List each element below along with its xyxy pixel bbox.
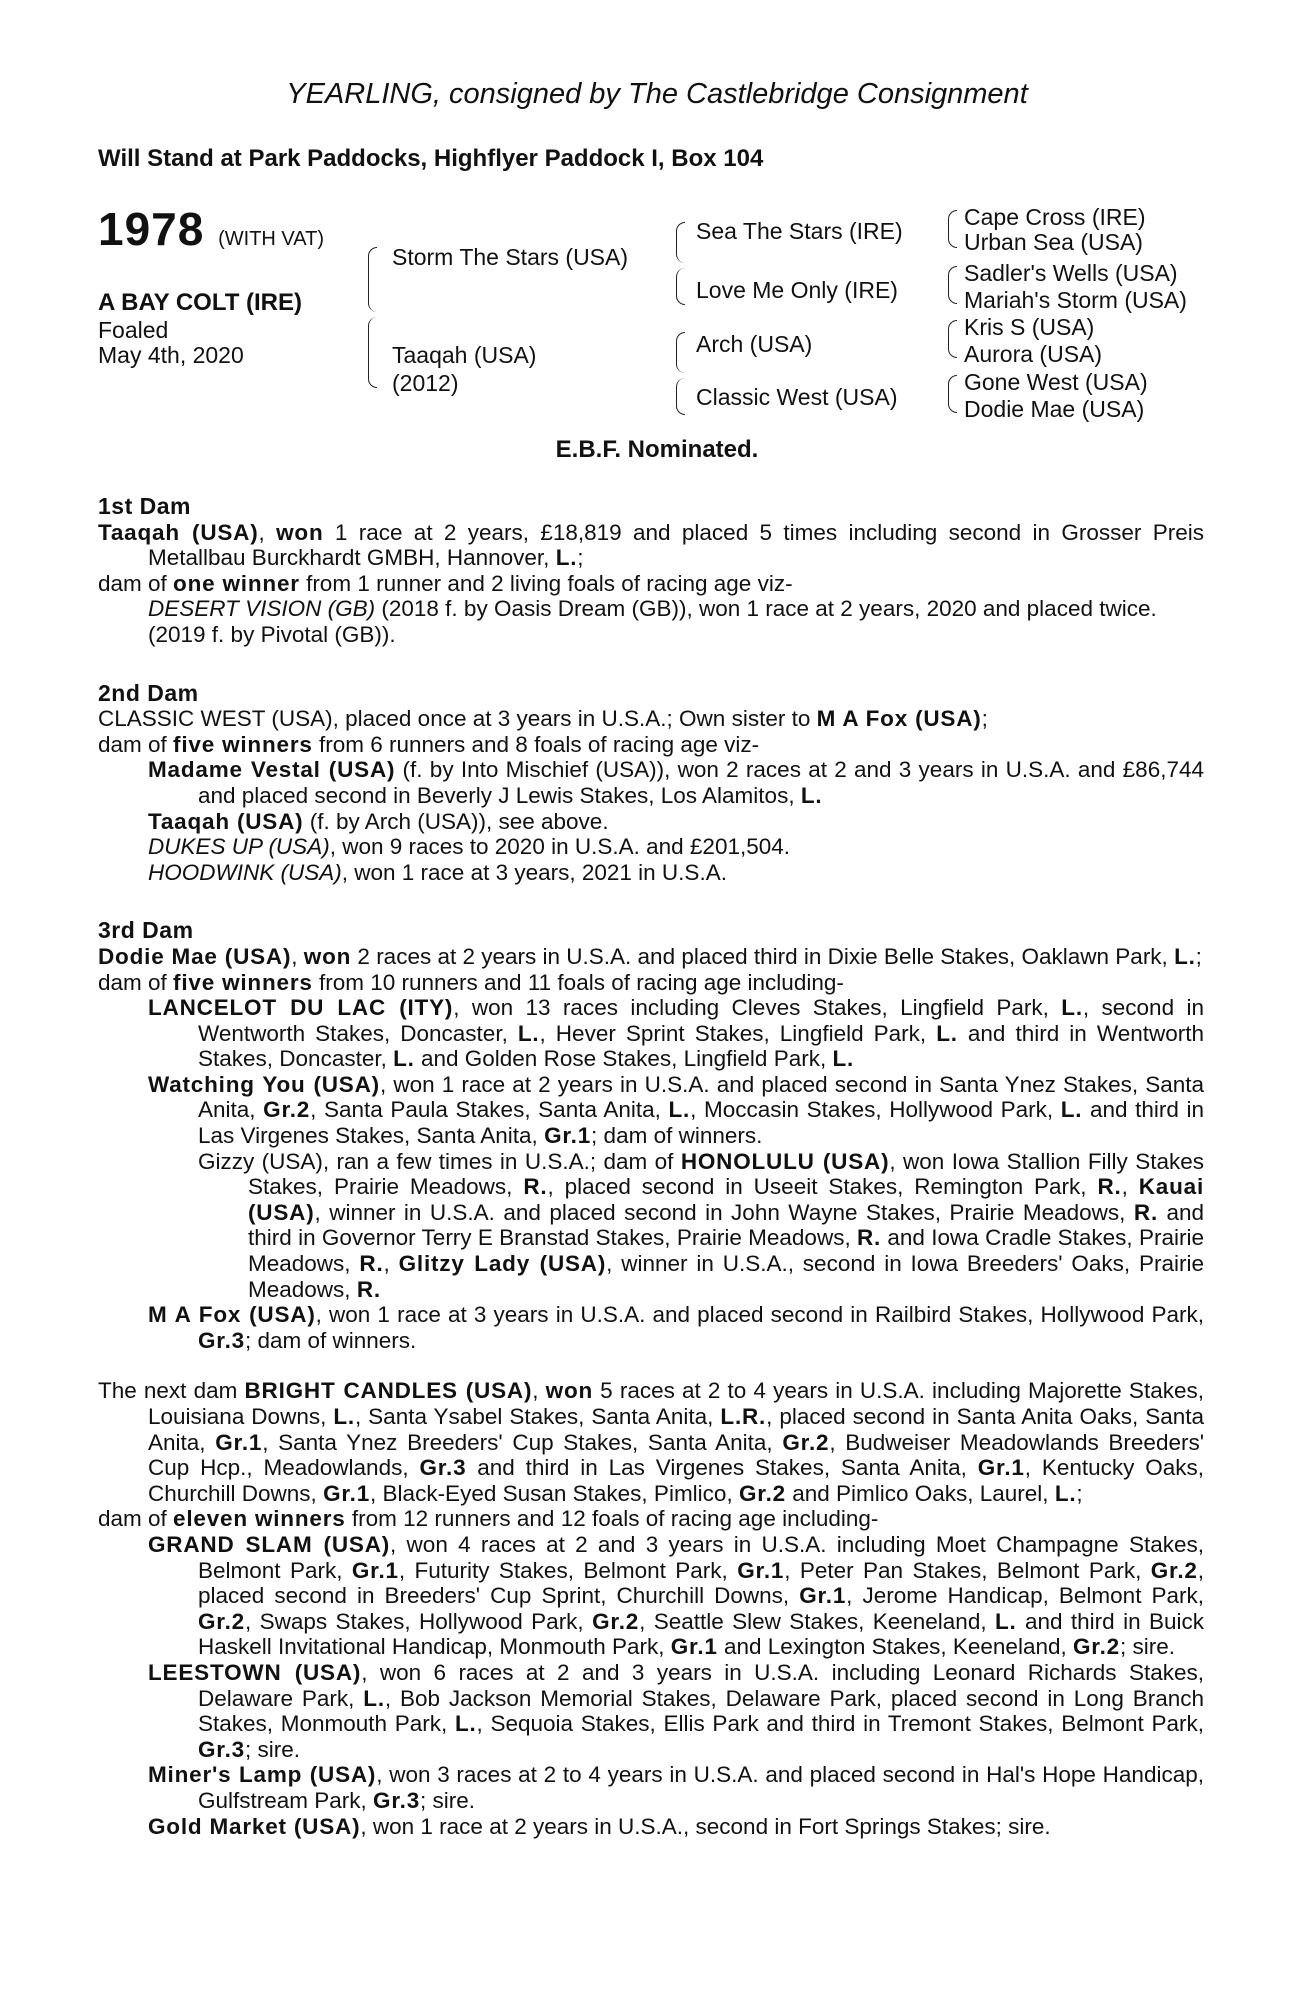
dss: Kris S (USA) — [964, 314, 1095, 340]
brace-ss-pair — [948, 210, 957, 248]
bold-run: R. — [356, 1276, 381, 1302]
bold-run: Gr.1 — [544, 1123, 592, 1149]
brace-sd — [676, 268, 685, 305]
bold-run: Gr.1 — [670, 1634, 718, 1660]
text-run: dam of — [98, 969, 174, 995]
bold-run: won — [303, 943, 352, 969]
text-run: dam of — [98, 1506, 174, 1532]
foaled-label: Foaled — [98, 317, 169, 343]
text-run: , — [258, 519, 277, 545]
bold-run: L. — [1054, 1480, 1077, 1506]
lot-number — [98, 204, 324, 264]
bold-run: L. — [1060, 1097, 1083, 1123]
text-run: , second in Wentworth Stakes, Doncaster, — [198, 995, 1204, 1046]
text-run: (f. by Into Mischief (USA)), won 2 races at 2 and 3 years in U.S.A. and £86,744 and placed second in Beverly J Lewis Stakes, Los Alamitos, — [198, 757, 1204, 808]
bold-run: Gr.1 — [215, 1429, 263, 1455]
text-run: dam of — [98, 731, 174, 757]
bold-run: Gr.3 — [373, 1787, 421, 1813]
text-run: , Kentucky Oaks, Churchill Downs, — [148, 1455, 1204, 1506]
text-run: and third in Buick Haskell Invitational Handicap, Monmouth Park, — [198, 1608, 1204, 1660]
text-run: , Swaps Stakes, Hollywood Park, — [244, 1608, 593, 1634]
text-run: ; dam of winners. — [591, 1123, 763, 1149]
bold-run: eleven winners — [173, 1506, 346, 1532]
bold-run: R. — [1133, 1199, 1158, 1225]
text-run: , Jerome Handicap, Belmont Park, — [846, 1583, 1205, 1609]
bold-run: L.R. — [720, 1404, 767, 1429]
pedigree-paragraph — [148, 622, 1204, 648]
section-heading: 2nd Dam — [98, 679, 199, 706]
foaled-date: May 4th, 2020 — [98, 342, 244, 368]
page-heading: YEARLING, consigned by The Castlebridge Consignment — [286, 78, 1028, 110]
pedigree-paragraph — [148, 995, 1204, 1072]
pedigree-paragraph — [98, 970, 1204, 996]
text-run: and third in Governor Terry E Branstad Stakes, Prairie Meadows, — [248, 1199, 1204, 1251]
bold-run: L. — [1174, 943, 1196, 969]
bold-run: L. — [454, 1711, 477, 1737]
bold-run: Gr.1 — [351, 1557, 399, 1583]
bold-run: Miner's Lamp (USA) — [148, 1762, 377, 1788]
text-run: , Santa Ynez Breeders' Cup Stakes, Santa Anita, — [262, 1429, 783, 1455]
ssd: Urban Sea (USA) — [964, 229, 1143, 255]
section-gap — [98, 885, 1204, 910]
pedigree-paragraph — [148, 1149, 1204, 1303]
bold-run: Gr.3 — [419, 1455, 467, 1481]
brace-dam — [368, 317, 377, 388]
text-run: , Santa Ysabel Stakes, Santa Anita, — [354, 1404, 721, 1429]
text-run: and Iowa Cradle Stakes, Prairie Meadows, — [248, 1225, 1204, 1277]
stand-location: Will Stand at Park Paddocks, Highflyer Paddock I, Box 104 — [98, 145, 764, 172]
sss: Cape Cross (IRE) — [964, 204, 1146, 230]
text-run: from 10 runners and 11 foals of racing age including- — [312, 969, 844, 995]
brace-dd — [676, 378, 685, 415]
dam-line-body — [98, 486, 1204, 1839]
bold-run: LANCELOT DU LAC (ITY) — [148, 995, 454, 1021]
bold-run: five winners — [173, 731, 313, 757]
bold-run: Gr.1 — [977, 1455, 1025, 1481]
bold-run: Gr.2 — [1072, 1634, 1120, 1660]
dam-year: (2012) — [392, 370, 459, 396]
bold-run: L. — [517, 1020, 540, 1046]
text-run: , won 1 race at 3 years, 2021 in U.S.A. — [341, 859, 727, 885]
bold-run: Dodie Mae (USA) — [98, 943, 292, 969]
text-run: dam of — [98, 570, 174, 596]
text-run: from 1 runner and 2 living foals of racing age viz- — [299, 570, 793, 596]
text-run: 2 races at 2 years in U.S.A. and placed third in Dixie Belle Stakes, Oaklawn Park, — [351, 943, 1175, 969]
pedigree-paragraph — [98, 706, 1204, 732]
text-run: , — [532, 1378, 546, 1404]
brace-sd-pair — [948, 266, 957, 304]
pedigree-paragraph — [148, 1762, 1204, 1813]
bold-run: Watching You (USA) — [148, 1071, 380, 1097]
sds: Sadler's Wells (USA) — [964, 260, 1178, 286]
text-run: , Moccasin Stakes, Hollywood Park, — [690, 1097, 1061, 1123]
bold-run: L. — [333, 1404, 355, 1429]
bold-run: HONOLULU (USA) — [680, 1148, 890, 1174]
text-run: , Santa Paula Stakes, Santa Anita, — [310, 1097, 669, 1123]
bold-run: Gr.1 — [737, 1557, 785, 1583]
section-gap — [98, 1353, 1204, 1378]
italic-run: DUKES UP (USA) — [148, 834, 330, 860]
pedigree-paragraph — [98, 1378, 1204, 1506]
text-run: 5 races at 2 to 4 years in U.S.A. including Majorette Stakes, Louisiana Downs, — [148, 1378, 1204, 1429]
section-heading: 3rd Dam — [98, 917, 194, 944]
lot-number-value: 1978 — [98, 203, 205, 255]
pedigree-paragraph — [148, 1660, 1204, 1762]
ebf-nominated: E.B.F. Nominated. — [555, 436, 759, 463]
dds: Gone West (USA) — [964, 369, 1148, 395]
bold-run: L. — [832, 1046, 855, 1072]
text-run: ; — [1195, 943, 1202, 969]
bold-run: Glitzy Lady (USA) — [398, 1251, 607, 1277]
brace-sire — [368, 247, 377, 312]
text-run: , — [291, 943, 304, 969]
bold-run: L. — [555, 545, 578, 571]
text-run: , won 1 race at 3 years in U.S.A. and placed second in Railbird Stakes, Hollywood Park, — [315, 1302, 1204, 1328]
text-run: , Sequoia Stakes, Ellis Park and third in Tremont Stakes, Belmont Park, — [476, 1711, 1204, 1737]
text-run: (f. by Arch (USA)), see above. — [303, 808, 609, 834]
brace-dd-pair — [948, 375, 957, 413]
bold-run: BRIGHT CANDLES (USA) — [244, 1378, 533, 1404]
text-run: , won 6 races at 2 and 3 years in U.S.A. including Leonard Richards Stakes, Delaware Park, — [198, 1659, 1204, 1711]
sire-dam: Love Me Only (IRE) — [696, 277, 898, 303]
text-run: The next dam — [98, 1378, 245, 1404]
text-run: and third in Wentworth Stakes, Doncaster, — [198, 1020, 1205, 1072]
pedigree-paragraph — [98, 520, 1204, 571]
pedigree-paragraph — [98, 571, 1204, 597]
text-run: , placed second in Breeders' Cup Sprint, Churchill Downs, — [198, 1557, 1204, 1609]
bold-run: five winners — [173, 969, 313, 995]
bold-run: Gr.2 — [738, 1480, 786, 1506]
bold-run: R. — [857, 1225, 882, 1251]
bold-run: L. — [1061, 995, 1083, 1021]
bold-run: M A Fox (USA) — [148, 1302, 316, 1328]
pedigree-paragraph — [148, 1814, 1204, 1840]
bold-run: one winner — [173, 570, 300, 596]
sire: Storm The Stars (USA) — [392, 244, 629, 270]
section-heading: 1st Dam — [98, 493, 191, 519]
bold-run: Taaqah (USA) — [98, 519, 259, 545]
ddd: Dodie Mae (USA) — [964, 396, 1145, 422]
bold-run: R. — [359, 1251, 384, 1277]
text-run: , placed second in Useeit Stakes, Remington Park, — [547, 1174, 1098, 1200]
text-run: , won 4 races at 2 and 3 years in U.S.A. including Moet Champagne Stakes, Belmont Park, — [198, 1531, 1204, 1583]
text-run: ; sire. — [420, 1787, 476, 1813]
text-run: , winner in U.S.A. and placed second in John Wayne Stakes, Prairie Meadows, — [314, 1199, 1134, 1225]
text-run: , winner in U.S.A., second in Iowa Breeders' Oaks, Prairie Meadows, — [248, 1251, 1204, 1302]
text-run: 1 race at 2 years, £18,819 and placed 5 times including second in Grosser Preis Metallbau Burckhardt GMBH, Hannover, — [148, 519, 1204, 571]
text-run: from 6 runners and 8 foals of racing age viz- — [312, 731, 760, 757]
bold-run: Kauai (USA) — [248, 1174, 1205, 1225]
vat-note: (WITH VAT) — [218, 228, 325, 250]
brace-ds — [676, 332, 685, 373]
text-run: Gizzy (USA), ran a few times in U.S.A.; dam of — [198, 1148, 681, 1174]
dam-dam: Classic West (USA) — [696, 384, 898, 410]
bold-run: Gr.2 — [198, 1608, 245, 1634]
dam-sire: Arch (USA) — [696, 331, 813, 357]
text-run: (2018 f. by Oasis Dream (GB)), won 1 race at 2 years, 2020 and placed twice. — [375, 596, 1157, 622]
bold-run: LEESTOWN (USA) — [148, 1659, 362, 1685]
bold-run: L. — [800, 782, 823, 808]
text-run: , Seattle Slew Stakes, Keeneland, — [639, 1608, 995, 1634]
horse-description: A BAY COLT (IRE) — [98, 289, 303, 316]
text-run: , Budweiser Meadowlands Breeders' Cup Hcp., Meadowlands, — [148, 1429, 1205, 1481]
text-run: ; sire. — [244, 1736, 300, 1762]
bold-run: Gr.3 — [198, 1327, 245, 1353]
pedigree-paragraph — [148, 860, 1204, 886]
pedigree-paragraph — [98, 944, 1204, 970]
bold-run: L. — [668, 1097, 691, 1123]
pedigree-paragraph — [148, 1072, 1204, 1149]
bold-run: won — [545, 1378, 594, 1404]
text-run: from 12 runners and 12 foals of racing age including- — [345, 1506, 879, 1532]
text-run: , won 1 race at 2 years in U.S.A. and placed second in Santa Ynez Stakes, Santa Anita, — [198, 1071, 1205, 1123]
text-run: , placed second in Santa Anita Oaks, Santa Anita, — [148, 1404, 1205, 1455]
pedigree-paragraph — [148, 1302, 1204, 1353]
pedigree-paragraph — [148, 757, 1204, 808]
text-run: ; — [981, 706, 988, 732]
bold-run: Madame Vestal (USA) — [148, 757, 396, 783]
pedigree-paragraph — [98, 1506, 1204, 1532]
pedigree-paragraph — [98, 732, 1204, 758]
italic-run: HOODWINK (USA) — [148, 859, 342, 885]
italic-run: DESERT VISION (GB) — [148, 596, 376, 622]
text-run: , won 9 races to 2020 in U.S.A. and £201,504. — [329, 834, 791, 860]
text-run: and Pimlico Oaks, Laurel, — [785, 1480, 1055, 1506]
bold-run: L. — [393, 1046, 415, 1072]
text-run: , won 1 race at 2 years in U.S.A., second in Fort Springs Stakes; sire. — [360, 1813, 1051, 1839]
bold-run: won — [276, 519, 324, 545]
bold-run: Gr.2 — [782, 1429, 830, 1455]
text-run: ; dam of winners. — [244, 1327, 417, 1353]
text-run: ; — [1076, 1480, 1083, 1506]
bold-run: Gr.2 — [1150, 1557, 1198, 1583]
bold-run: Gr.1 — [799, 1583, 847, 1609]
text-run: ; sire. — [1119, 1634, 1175, 1660]
bold-run: Gr.2 — [592, 1608, 640, 1634]
text-run: and Lexington Stakes, Keeneland, — [717, 1634, 1073, 1660]
bold-run: Gr.3 — [198, 1736, 245, 1762]
text-run: , won 13 races including Cleves Stakes, Lingfield Park, — [453, 995, 1062, 1021]
text-run: , Black-Eyed Susan Stakes, Pimlico, — [370, 1480, 739, 1506]
bold-run: R. — [1097, 1174, 1122, 1200]
bold-run: Gold Market (USA) — [148, 1813, 361, 1839]
text-run: , Bob Jackson Memorial Stakes, Delaware Park, placed second in Long Branch Stakes, Monmouth Park, — [198, 1685, 1204, 1737]
text-run: , won Iowa Stallion Filly Stakes Stakes, Prairie Meadows, — [248, 1148, 1204, 1200]
text-run: , won 3 races at 2 to 4 years in U.S.A. and placed second in Hal's Hope Handicap, Gulfstream Park, — [198, 1762, 1204, 1813]
text-run: , Peter Pan Stakes, Belmont Park, — [784, 1557, 1151, 1583]
text-run: , — [383, 1251, 399, 1277]
brace-ds-pair — [948, 320, 957, 358]
sire-sire: Sea The Stars (IRE) — [696, 218, 903, 244]
text-run: (2019 f. by Pivotal (GB)). — [148, 621, 396, 647]
pedigree-paragraph — [148, 1532, 1204, 1660]
bold-run: Taaqah (USA) — [148, 808, 304, 834]
dam: Taaqah (USA) — [392, 342, 537, 368]
pedigree-paragraph — [148, 596, 1204, 622]
text-run: and Golden Rose Stakes, Lingfield Park, — [414, 1046, 833, 1072]
text-run: , Futurity Stakes, Belmont Park, — [398, 1557, 738, 1583]
text-run: and third in Las Virgenes Stakes, Santa Anita, — [466, 1455, 978, 1481]
bold-run: R. — [523, 1174, 548, 1200]
bold-run: M A Fox (USA) — [816, 706, 982, 732]
brace-ss — [676, 222, 685, 263]
text-run: ; — [577, 545, 584, 571]
bold-run: GRAND SLAM (USA) — [148, 1531, 391, 1557]
dsd: Aurora (USA) — [964, 341, 1103, 367]
pedigree-paragraph — [148, 809, 1204, 835]
text-run: CLASSIC WEST (USA), placed once at 3 years in U.S.A.; Own sister to — [98, 706, 817, 732]
text-run: , — [1121, 1174, 1139, 1200]
bold-run: L. — [363, 1685, 385, 1711]
bold-run: L. — [936, 1020, 958, 1046]
bold-run: Gr.2 — [263, 1097, 311, 1123]
sdd: Mariah's Storm (USA) — [964, 287, 1187, 313]
section-gap — [98, 648, 1204, 673]
bold-run: L. — [994, 1608, 1017, 1634]
bold-run: Gr.1 — [323, 1480, 371, 1506]
text-run: , Hever Sprint Stakes, Lingfield Park, — [539, 1020, 937, 1046]
text-run: and third in Las Virgenes Stakes, Santa Anita, — [198, 1097, 1204, 1149]
pedigree-paragraph — [148, 834, 1204, 860]
